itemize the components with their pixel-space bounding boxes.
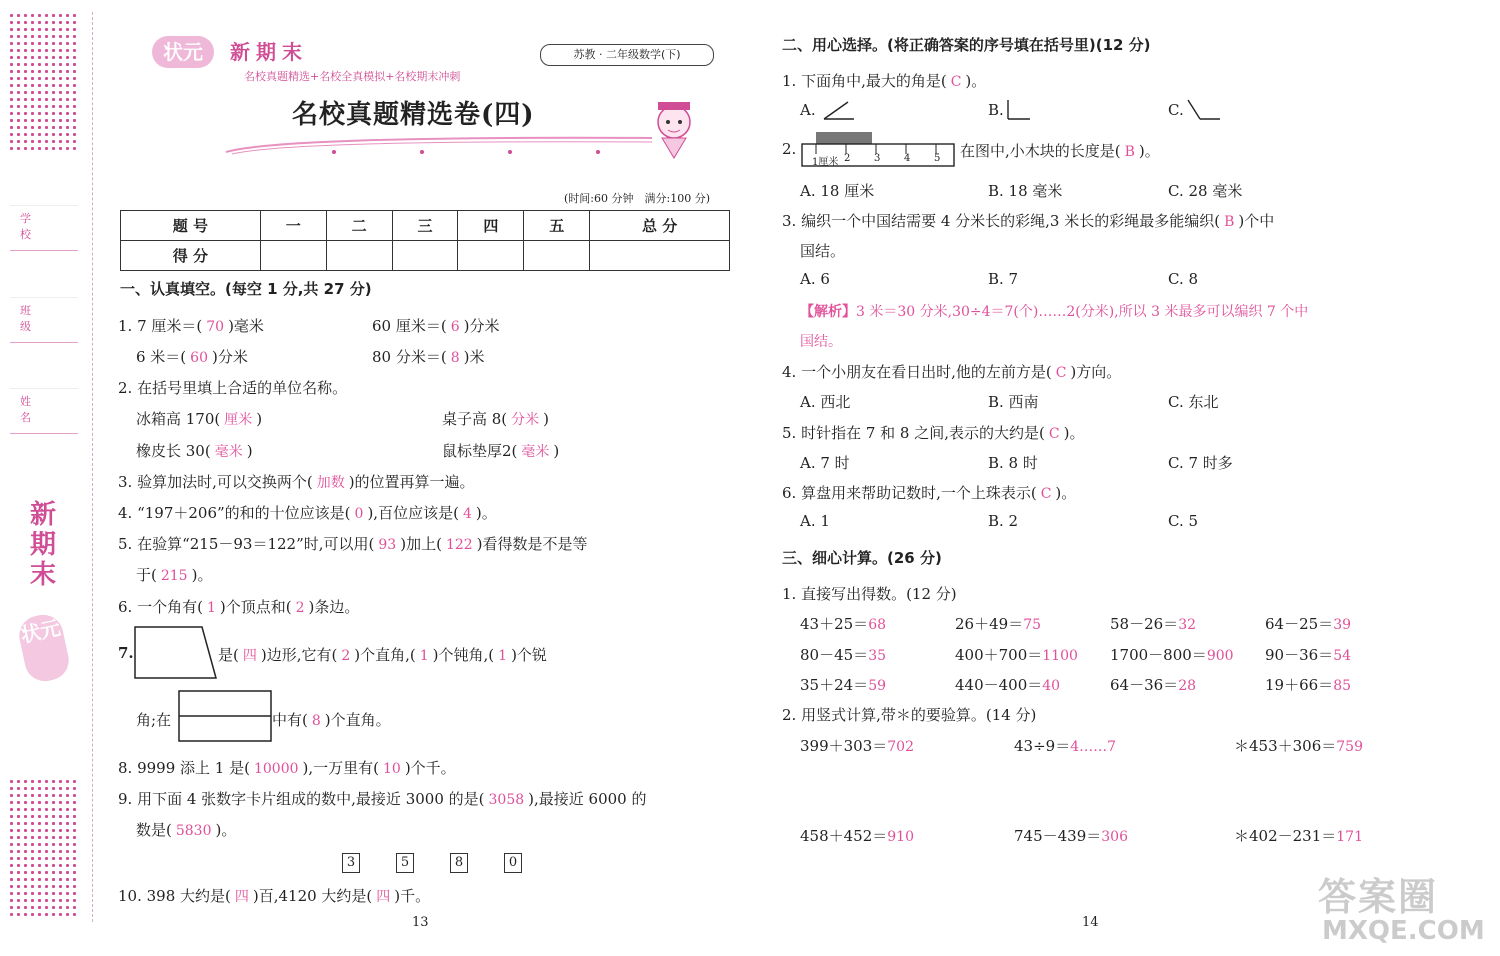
question-2c: 橡皮长 30( 毫米 ) bbox=[136, 442, 253, 460]
seal-line bbox=[92, 12, 93, 922]
direct-calc-item: 64－36＝28 bbox=[1110, 676, 1197, 694]
score-input[interactable] bbox=[458, 241, 524, 271]
number-card: 0 bbox=[504, 853, 522, 873]
score-input[interactable] bbox=[524, 241, 590, 271]
direct-calc-item: 26＋49＝75 bbox=[955, 615, 1042, 633]
question-5-cont: 于( 215 )。 bbox=[136, 566, 213, 584]
choice-1-option-a: A. bbox=[800, 101, 816, 119]
score-input[interactable] bbox=[326, 241, 392, 271]
question-10: 10. 398 大约是( 四 )百,4120 大约是( 四 )千。 bbox=[118, 887, 431, 905]
school-field: 学 校 bbox=[10, 205, 78, 251]
choice-4-option-b: B. 西南 bbox=[988, 393, 1039, 411]
direct-calc-item: 90－36＝54 bbox=[1265, 646, 1352, 664]
section3-title: 三、细心计算。(26 分) bbox=[782, 549, 942, 567]
number-cards bbox=[342, 851, 558, 873]
table-row bbox=[121, 211, 730, 241]
table-cell: 三 bbox=[392, 211, 458, 241]
section2-title: 二、用心选择。(将正确答案的序号填在括号里)(12 分) bbox=[782, 36, 1151, 54]
choice-question-2: 在图中,小木块的长度是( B )。 bbox=[960, 142, 1160, 160]
vertical-calc-item: 43÷9＝4……7 bbox=[1014, 737, 1117, 755]
time-info: (时间:60 分钟 满分:100 分) bbox=[564, 192, 710, 205]
scholar-mascot-icon bbox=[640, 92, 710, 162]
choice-question-6: 6. 算盘用来帮助记数时,一个上珠表示( C )。 bbox=[782, 484, 1077, 502]
number-card: 8 bbox=[450, 853, 468, 873]
question-3: 3. 验算加法时,可以交换两个( 加数 )的位置再算一遍。 bbox=[118, 473, 475, 491]
page-title: 名校真题精选卷(四) bbox=[292, 100, 535, 130]
choice-6-option-b: B. 2 bbox=[988, 512, 1019, 530]
table-cell: 一 bbox=[260, 211, 326, 241]
score-input[interactable] bbox=[392, 241, 458, 271]
choice-4-option-a: A. 西北 bbox=[800, 393, 851, 411]
question-5: 5. 在验算“215－93＝122”时,可以用( 93 )加上( 122 )看得数是不是等 bbox=[118, 535, 588, 553]
choice-3-option-c: C. 8 bbox=[1168, 270, 1199, 288]
question-7-cont-a: 角;在 bbox=[136, 711, 172, 729]
page-number-left: 13 bbox=[412, 915, 429, 930]
question-1c: 6 米＝( 60 )分米 bbox=[136, 348, 248, 366]
brand-logo: 状元 bbox=[152, 36, 214, 68]
choice-question-2-number: 2. bbox=[782, 140, 797, 158]
analysis-text-cont: 国结。 bbox=[800, 334, 842, 350]
question-2b: 桌子高 8( 分米 ) bbox=[442, 410, 550, 428]
calc-sub2-title: 2. 用竖式计算,带＊的要验算。(14 分) bbox=[782, 706, 1037, 724]
question-8: 8. 9999 添上 1 是( 10000 ),一万里有( 10 )个千。 bbox=[118, 759, 456, 777]
direct-calc-item: 35＋24＝59 bbox=[800, 676, 887, 694]
class-field: 班 级 bbox=[10, 297, 78, 343]
choice-question-4: 4. 一个小朋友在看日出时,他的左前方是( C )方向。 bbox=[782, 363, 1122, 381]
series-name: 新期末 bbox=[230, 40, 308, 64]
vertical-calc-item: 458＋452＝910 bbox=[800, 827, 914, 845]
section1-title: 一、认真填空。(每空 1 分,共 27 分) bbox=[120, 280, 372, 298]
direct-calc-item: 1700－800＝900 bbox=[1110, 646, 1234, 664]
ruler-label: 2 bbox=[844, 153, 851, 164]
score-table bbox=[120, 210, 730, 271]
page-number-right: 14 bbox=[1082, 915, 1099, 930]
vertical-calc-item: 745－439＝306 bbox=[1014, 827, 1128, 845]
table-cell: 得 分 bbox=[121, 241, 261, 271]
question-2a: 冰箱高 170( 厘米 ) bbox=[136, 410, 263, 428]
header-subtitle: 名校真题精选+名校全真模拟+名校期末冲刺 bbox=[244, 70, 461, 83]
choice-1-option-c: C. bbox=[1168, 101, 1184, 119]
vertical-calc-item: ＊453＋306＝759 bbox=[1234, 737, 1363, 755]
choice-4-option-c: C. 东北 bbox=[1168, 393, 1219, 411]
ruler-label: 4 bbox=[904, 153, 911, 164]
question-1d: 80 分米＝( 8 )米 bbox=[372, 348, 485, 366]
number-card: 5 bbox=[396, 853, 414, 873]
ruler-label: 1厘米 bbox=[812, 157, 839, 168]
right-angle-icon bbox=[1006, 98, 1032, 122]
sidebar-dot-pattern-bottom bbox=[8, 778, 80, 920]
obtuse-angle-icon bbox=[1186, 98, 1222, 122]
rectangle-divided-shape bbox=[178, 690, 274, 744]
question-4: 4. “197＋206”的和的十位应该是( 0 ),百位应该是( 4 )。 bbox=[118, 504, 497, 522]
choice-6-option-a: A. 1 bbox=[800, 512, 830, 530]
vertical-calc-item: 399＋303＝702 bbox=[800, 737, 914, 755]
direct-calc-item: 58－26＝32 bbox=[1110, 615, 1197, 633]
table-cell: 二 bbox=[326, 211, 392, 241]
question-2d: 鼠标垫厚2( 毫米 ) bbox=[442, 442, 560, 460]
choice-question-3-cont: 国结。 bbox=[800, 242, 846, 260]
choice-2-option-c: C. 28 毫米 bbox=[1168, 182, 1243, 200]
direct-calc-item: 440－400＝40 bbox=[955, 676, 1061, 694]
choice-1-option-b: B. bbox=[988, 101, 1004, 119]
choice-6-option-c: C. 5 bbox=[1168, 512, 1199, 530]
direct-calc-item: 400＋700＝1100 bbox=[955, 646, 1078, 664]
table-cell: 四 bbox=[458, 211, 524, 241]
question-7-cont-b: 中有( 8 )个直角。 bbox=[272, 711, 391, 729]
choice-question-5: 5. 时针指在 7 和 8 之间,表示的大约是( C )。 bbox=[782, 424, 1085, 442]
score-input[interactable] bbox=[590, 241, 730, 271]
choice-2-option-a: A. 18 厘米 bbox=[800, 182, 875, 200]
table-cell: 题 号 bbox=[121, 211, 261, 241]
direct-calc-item: 19＋66＝85 bbox=[1265, 676, 1352, 694]
question-9-cont: 数是( 5830 )。 bbox=[136, 821, 237, 839]
choice-3-option-a: A. 6 bbox=[800, 270, 830, 288]
choice-3-option-b: B. 7 bbox=[988, 270, 1019, 288]
title-underline-decoration bbox=[222, 126, 662, 158]
number-card: 3 bbox=[342, 853, 360, 873]
brand-stamp: 状元 bbox=[16, 611, 73, 685]
watermark-url: MXQE.COM bbox=[1322, 916, 1485, 946]
grade-tag: 苏教 · 二年级数学(下) bbox=[540, 44, 714, 66]
watermark-logo: 答案圈 bbox=[1318, 875, 1439, 919]
question-1b: 60 厘米＝( 6 )分米 bbox=[372, 317, 500, 335]
question-7-number: 7. bbox=[118, 644, 134, 662]
table-cell: 五 bbox=[524, 211, 590, 241]
question-9: 9. 用下面 4 张数字卡片组成的数中,最接近 3000 的是( 3058 ),最接近 6000 的 bbox=[118, 790, 647, 808]
question-6: 6. 一个角有( 1 )个顶点和( 2 )条边。 bbox=[118, 598, 360, 616]
choice-5-option-a: A. 7 时 bbox=[800, 454, 850, 472]
name-field: 姓 名 bbox=[10, 388, 78, 434]
vertical-brand: 新期末 bbox=[29, 500, 56, 590]
sidebar-dot-pattern-top bbox=[8, 12, 80, 154]
table-row bbox=[121, 241, 730, 271]
question-7: 是( 四 )边形,它有( 2 )个直角,( 1 )个钝角,( 1 )个锐 bbox=[218, 646, 547, 664]
direct-calc-item: 43＋25＝68 bbox=[800, 615, 887, 633]
choice-question-3: 3. 编织一个中国结需要 4 分米长的彩绳,3 米长的彩绳最多能编织( B )个中 bbox=[782, 212, 1275, 230]
choice-5-option-c: C. 7 时多 bbox=[1168, 454, 1233, 472]
acute-angle-icon bbox=[822, 100, 856, 122]
ruler-label: 5 bbox=[934, 153, 941, 164]
question-1a: 1. 7 厘米＝( 70 )毫米 bbox=[118, 317, 264, 335]
direct-calc-item: 80－45＝35 bbox=[800, 646, 887, 664]
calc-sub1-title: 1. 直接写出得数。(12 分) bbox=[782, 585, 957, 603]
analysis-text: 【解析】3 米＝30 分米,30÷4＝7(个)……2(分米),所以 3 米最多可以编织 7 个中 bbox=[800, 304, 1309, 320]
choice-2-option-b: B. 18 毫米 bbox=[988, 182, 1063, 200]
trapezoid-shape bbox=[134, 626, 218, 680]
direct-calc-item: 64－25＝39 bbox=[1265, 615, 1352, 633]
vertical-calc-item: ＊402－231＝171 bbox=[1234, 827, 1363, 845]
choice-5-option-b: B. 8 时 bbox=[988, 454, 1038, 472]
ruler-label: 3 bbox=[874, 153, 881, 164]
choice-question-1: 1. 下面角中,最大的角是( C )。 bbox=[782, 72, 987, 90]
table-cell: 总 分 bbox=[590, 211, 730, 241]
score-input[interactable] bbox=[260, 241, 326, 271]
question-2-stem: 2. 在括号里填上合适的单位名称。 bbox=[118, 379, 348, 397]
analysis-tag: 【解析】 bbox=[800, 304, 856, 320]
